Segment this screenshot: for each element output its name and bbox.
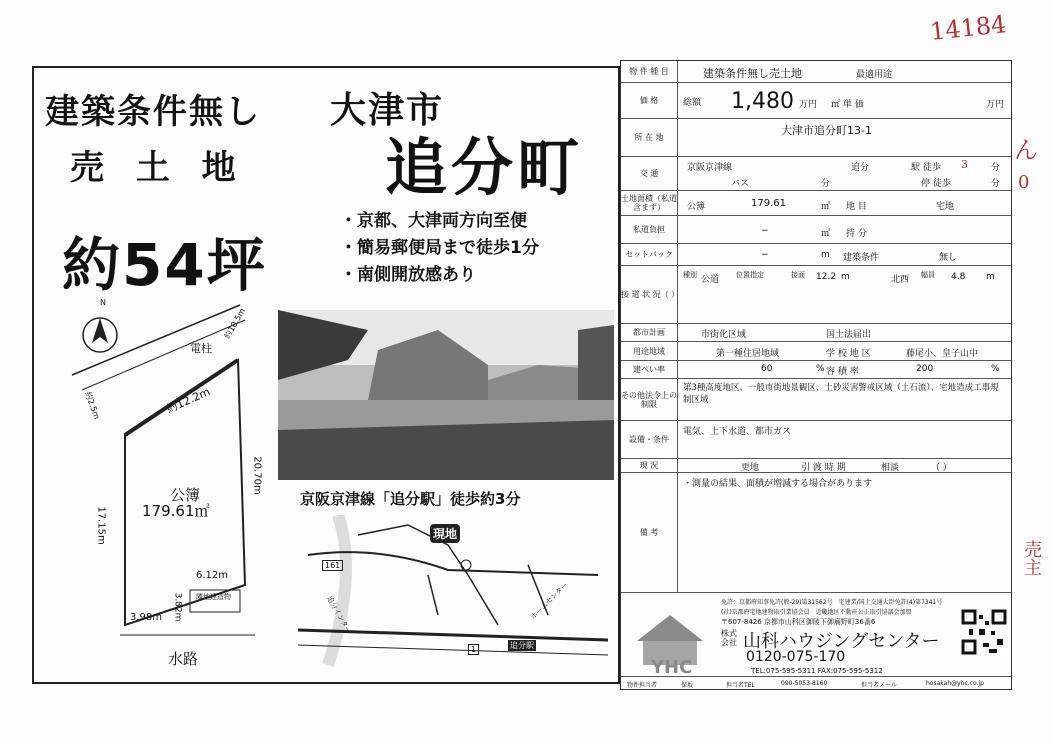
company-logo-text: YHC (651, 657, 693, 678)
building-label: 隣地建造物 (196, 593, 231, 601)
far-value: 200 (916, 364, 934, 374)
remarks-value: ・測量の結果、面積が増減する場合があります (683, 479, 873, 489)
access-stop: 停 徒歩 (921, 179, 951, 189)
road-side-top: 約10.5m (222, 306, 248, 341)
handwritten-mark-3: 売主 (1021, 540, 1042, 576)
label-road-access: 接 道 状 況（ ） (621, 266, 678, 323)
road-width-unit: m (841, 272, 850, 282)
road-width: 約12.2m (164, 385, 213, 416)
headline-land: 売 土 地 (70, 148, 246, 188)
row-price (621, 83, 1011, 119)
label-price: 価 格 (621, 83, 678, 118)
national-land-label: 国土法届出 (826, 330, 872, 340)
area-value: 179.61㎡ (142, 502, 210, 520)
label-address: 所 在 地 (621, 119, 678, 156)
row-city-plan (621, 324, 1011, 342)
far-pct: % (991, 364, 1000, 374)
row-restrictions (621, 379, 1011, 421)
station-caption: 京阪京津線「追分駅」徒歩約3分 (300, 490, 521, 508)
road-pos: 位置指定 (736, 271, 764, 279)
road-side-left: 約2.5m (83, 390, 102, 421)
price-sub: 総額 (683, 98, 702, 108)
access-bus-min: 分 (821, 179, 831, 189)
road-edge (82, 320, 245, 390)
status-value: 更地 (741, 463, 760, 473)
footer-mail-label: 担当者メール (861, 682, 897, 689)
delivery-value: 相談 (881, 463, 900, 473)
compass-label: N (100, 298, 106, 307)
road-fukuin: 幅員 (921, 271, 935, 279)
handwritten-number: 14184 (928, 10, 1008, 46)
price-unit: 万円 (799, 100, 818, 110)
cond-label: 建築条件 (843, 253, 880, 263)
label-private-road: 私道負担 (621, 216, 678, 243)
north-arrow-icon (92, 318, 108, 343)
row-coverage (621, 361, 1011, 379)
access-stop-min: 分 (991, 179, 1001, 189)
headline-area: 約54坪 (62, 231, 267, 299)
address-value: 大津市追分町13-1 (781, 124, 872, 137)
delivery-paren: （ ） (931, 463, 952, 473)
row-road-access (621, 266, 1011, 324)
map-route: 161 (322, 560, 343, 571)
road-edge (72, 305, 240, 375)
land-kind: 公簿 (687, 202, 706, 212)
label-coverage: 建ぺい率 (621, 361, 678, 378)
license-line-2: (社)京都府宅地建物取引業協会員 近畿地区不動産公正取引協議会加盟 (721, 609, 912, 616)
unit-price-unit: 万円 (986, 100, 1005, 110)
row-private-road (621, 216, 1011, 244)
inner-width: 6.12m (196, 570, 229, 581)
footer-tel-label: 担当者TEL (726, 682, 755, 689)
site-photo (278, 310, 614, 480)
map-label-b: ホームセンター (529, 580, 570, 622)
access-min: 3 (961, 158, 968, 171)
handwritten-mark-1: ん (1014, 136, 1038, 164)
row-land (621, 191, 1011, 216)
handwritten-mark-2: 0 (1018, 172, 1030, 193)
setback-value: − (761, 250, 769, 260)
label-zoning: 用途地域 (621, 342, 678, 360)
unit-price-label: ㎡ 単 価 (831, 100, 864, 110)
row-setback (621, 244, 1011, 266)
freedial: 0120-075-170 (746, 649, 846, 665)
city-plan-value: 市街化区域 (701, 330, 747, 340)
small-side: 3.82m (172, 592, 183, 622)
headline-town: 追分町 (385, 131, 584, 204)
bottom-width: 3.98m (130, 612, 163, 623)
school-label: 学 校 地 区 (826, 349, 871, 359)
label-status: 現 況 (621, 459, 678, 472)
feature-item: ・簡易郵便局まで徒歩1分 (340, 238, 539, 258)
row-remarks (621, 473, 1011, 593)
access-station: 追分 (851, 163, 870, 173)
row-address (621, 119, 1011, 157)
pole-label: 電柱 (190, 342, 212, 355)
row-status (621, 459, 1011, 473)
access-bus: バス (731, 179, 750, 189)
company-prefix: 株式会社 (721, 629, 737, 647)
price-value: 1,480 (731, 89, 794, 114)
road-dir: 北西 (891, 275, 910, 285)
far-label: 容 積 率 (826, 367, 859, 377)
label-city-plan: 都市計画 (621, 324, 678, 341)
setback-unit: m (821, 250, 830, 260)
value-type: 建築条件無し売土地 (703, 67, 802, 80)
coverage-value: 60 (761, 364, 773, 374)
private-road-value: − (761, 226, 769, 236)
access-walk: 駅 徒歩 (911, 163, 941, 173)
land-value: 179.61 (751, 198, 786, 209)
chimoku-label: 地 目 (846, 202, 867, 212)
label-access: 交 通 (621, 157, 678, 190)
footer-row (621, 676, 1011, 690)
label-use: 最適用途 (856, 70, 893, 80)
footer-agent: 保坂 (681, 682, 694, 689)
headline-city: 大津市 (330, 90, 445, 131)
feature-item: ・南側開放感あり (340, 265, 476, 285)
zoning-value: 第一種住居地域 (716, 349, 780, 359)
coverage-pct: % (816, 364, 825, 374)
delivery-label: 引 渡 時 期 (801, 463, 846, 473)
land-unit: ㎡ (821, 202, 831, 212)
side-left: 17.15m (95, 506, 107, 545)
label-setback: セットバック (621, 244, 678, 265)
footer-agent-label: 物件担当者 (627, 682, 658, 689)
mochibun-label: 持 分 (846, 229, 867, 239)
postal-address: 〒607-8426 京都市山科区御陵下御廟野町36番6 (721, 618, 876, 626)
facilities-value: 電気、上下水道、都市ガス (683, 427, 792, 437)
road-shubetsu: 種別 (683, 271, 697, 279)
cond-value: 無し (939, 253, 958, 263)
school-value: 藤尾小、皇子山中 (906, 349, 979, 359)
headline-condition: 建築条件無し (45, 92, 261, 132)
chimoku-value: 宅地 (936, 202, 955, 212)
feature-list (340, 208, 539, 289)
label-remarks: 備 考 (621, 473, 678, 592)
label-facilities: 設備・条件 (621, 421, 678, 458)
row-facilities (621, 421, 1011, 459)
row-type (621, 61, 1011, 83)
restrictions-value: 第3種高度地区、一般市街地景観区、土砂災害警戒区域（土石流）、宅地造成工事規制区域 (683, 383, 999, 405)
road-setsumen: 接面 (791, 271, 805, 279)
label-restrictions: その他法令上の制限 (621, 379, 678, 420)
qr-code-icon (961, 609, 1007, 655)
footer-tel: 090-5053-8160 (781, 680, 828, 687)
map-label-a: 追分インター (324, 594, 353, 636)
road-fukuin-unit: m (986, 272, 995, 282)
side-right: 20.70m (251, 456, 263, 495)
row-access (621, 157, 1011, 191)
private-road-unit: ㎡ (821, 229, 831, 239)
road-width-value: 12.2 (816, 272, 837, 282)
row-zoning (621, 342, 1011, 361)
road-fukuin-value: 4.8 (951, 272, 966, 282)
label-type: 物 件 種 目 (621, 61, 678, 82)
area-label: 公簿 (170, 486, 201, 504)
map-site-label: 現地 (430, 524, 460, 543)
map-station: 追分駅 (510, 641, 534, 650)
access-fun: 分 (991, 163, 1001, 173)
map-road2: 1 (468, 644, 479, 655)
property-sheet (620, 60, 1012, 690)
label-land: 土地面積（私道含まず） (621, 191, 678, 215)
license-line-1: 免許：京都府知事免許(般-29)第31562号 宅建業/国土交通大臣免許(4)第7341号 (721, 599, 943, 606)
company-name: 山科ハウジングセンター (743, 631, 940, 652)
road-kind: 公道 (701, 275, 720, 285)
feature-item: ・京都、大津両方向至便 (340, 211, 527, 231)
tel-fax: TEL:075-595-5311 FAX:075-595-5312 (751, 667, 883, 675)
water-label: 水路 (168, 650, 199, 668)
access-line: 京阪京津線 (687, 163, 733, 173)
footer-mail: hosakah@yhc.co.jp (926, 680, 984, 687)
